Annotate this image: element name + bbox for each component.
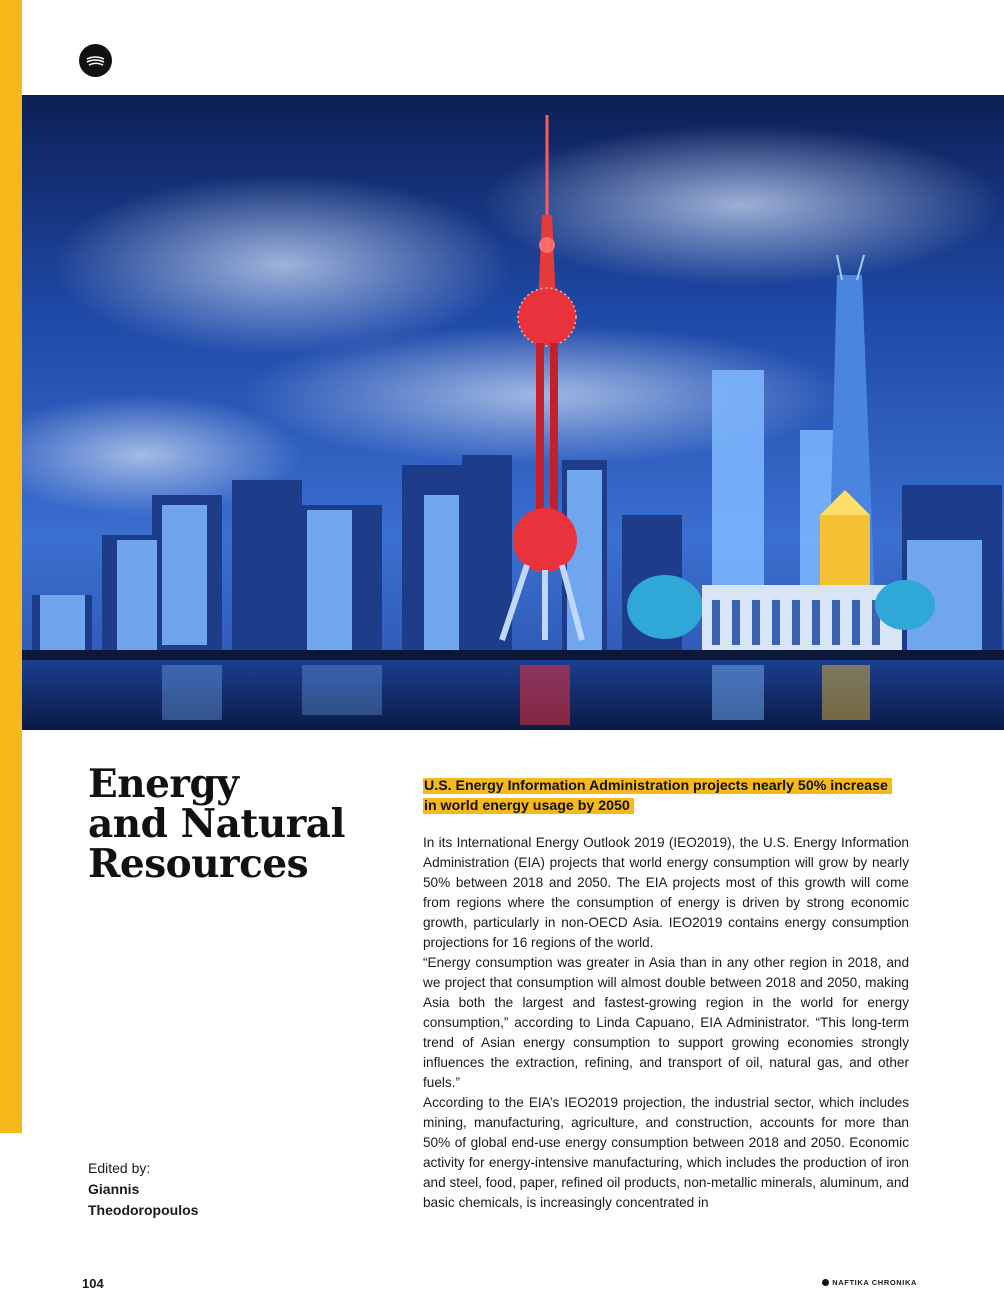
section-title — [88, 761, 388, 887]
footer-brand-label: NAFTIKA CHRONIKA — [832, 1278, 917, 1287]
editor-credit — [88, 1158, 198, 1221]
page-number: 104 — [82, 1276, 104, 1291]
section-title-line-2: and Natural — [88, 801, 345, 847]
editor-name-last: Theodoropoulos — [88, 1202, 199, 1218]
article-paragraph: In its International Energy Outlook 2019 (IEO2019), the U.S. Energy Information Administration (EIA) projects that world energy consumption will grow by nearly 50% between 2018 and 2050. The EIA projects most of this growth will come from regions where the consumption of energy is driven by strong economic growth, particularly in non-OECD Asia. IEO2019 contains energy consumption projections for 16 regions of the world. — [423, 835, 909, 950]
article-subheading — [423, 776, 903, 816]
section-title-line-3: Resources — [88, 841, 309, 887]
editor-label: Edited by: — [88, 1160, 151, 1176]
editor-name-first: Giannis — [88, 1181, 140, 1197]
accent-bar — [0, 0, 22, 1133]
article-body — [423, 833, 909, 1213]
article-paragraph: According to the EIA’s IEO2019 projection, the industrial sector, which includes mining, manufacturing, agriculture, and construction, accounts for more than 50% of global end-use energy consumption between 2018 and 2050. Economic activity for energy-intensive manufacturing, which includes the production of iron and steel, food, paper, refined oil products, non-metallic minerals, aluminum, and basic chemicals, is increasingly concentrated in — [423, 1095, 909, 1210]
article-paragraph: “Energy consumption was greater in Asia than in any other region in 2018, and we project that consumption will almost double between 2018 and 2050, making Asia both the largest and fastest-growing region in the world for energy consumption,” according to Linda Capuano, EIA Administrator. “This long-term trend of Asian energy consumption to support growing economies strongly influences the extraction, refining, and transport of oil, natural gas, and other fuels.” — [423, 955, 909, 1090]
section-title-line-1: Energy — [88, 761, 239, 807]
footer-brand — [822, 1278, 917, 1287]
magazine-logo-icon — [79, 44, 112, 77]
hero-photo-shanghai-skyline — [22, 95, 1004, 730]
article-subheading-text: U.S. Energy Information Administration projects nearly 50% increase in world energy usage by 2050 — [423, 778, 892, 814]
brand-logo-icon — [822, 1279, 829, 1286]
